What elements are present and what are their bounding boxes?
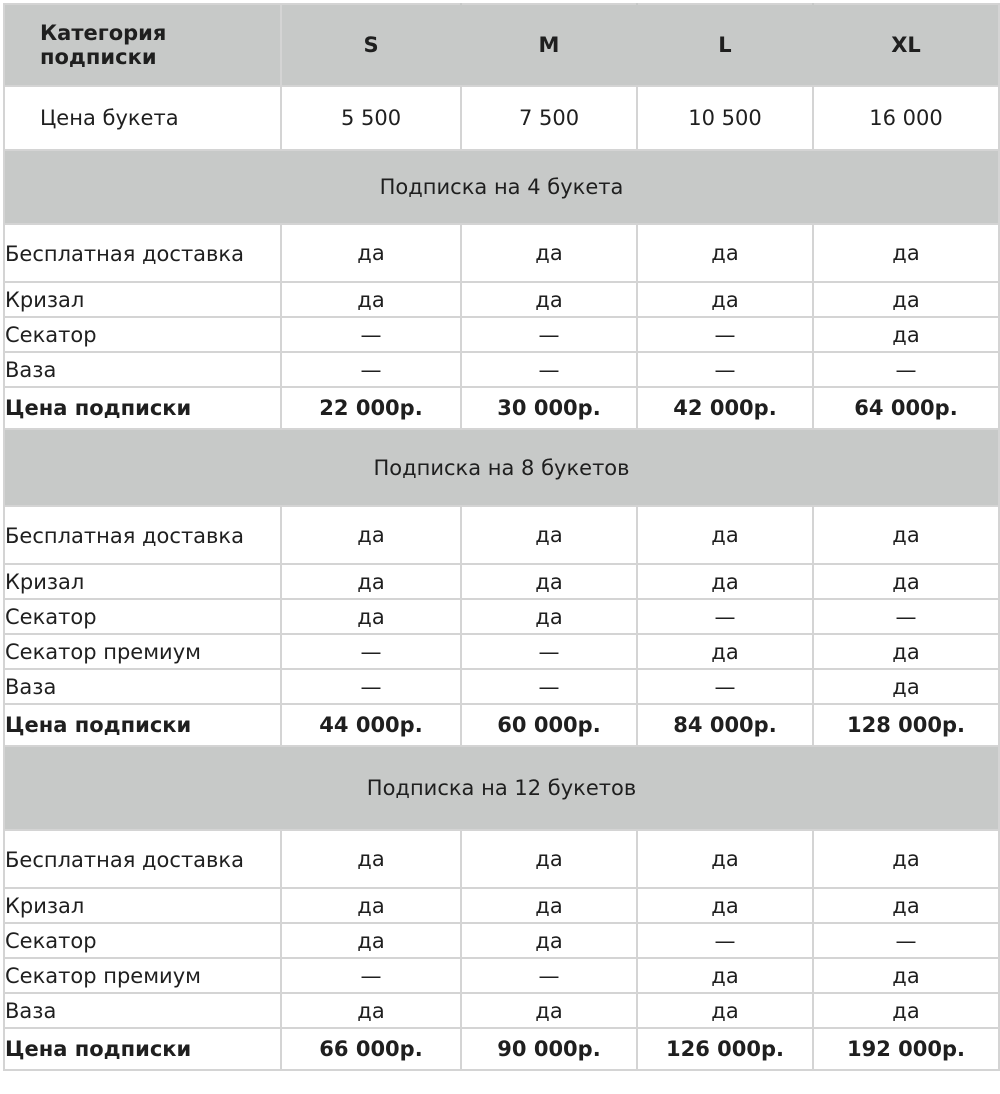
feature-value: да xyxy=(637,282,813,317)
subscription-pricing-table xyxy=(3,3,1000,1071)
bouquet-price-xl: 16 000 xyxy=(813,86,999,150)
feature-value: — xyxy=(813,352,999,387)
feature-value: да xyxy=(637,830,813,888)
size-header-l: L xyxy=(637,4,813,86)
feature-value: да xyxy=(813,958,999,993)
subscription-total-row xyxy=(4,704,999,746)
feature-value: да xyxy=(461,888,637,923)
feature-value: да xyxy=(637,506,813,564)
feature-value: да xyxy=(637,224,813,282)
feature-label: Секатор премиум xyxy=(4,634,281,669)
total-value: 84 000р. xyxy=(637,704,813,746)
feature-value: — xyxy=(813,599,999,634)
feature-label: Секатор xyxy=(4,317,281,352)
feature-value: да xyxy=(813,506,999,564)
table-row xyxy=(4,599,999,634)
feature-label: Кризал xyxy=(4,888,281,923)
feature-value: — xyxy=(281,317,461,352)
feature-value: — xyxy=(637,599,813,634)
feature-value: да xyxy=(281,564,461,599)
feature-value: да xyxy=(461,993,637,1028)
total-value: 192 000р. xyxy=(813,1028,999,1070)
table-row xyxy=(4,317,999,352)
feature-value: да xyxy=(637,634,813,669)
table-row xyxy=(4,958,999,993)
feature-value: — xyxy=(281,634,461,669)
feature-value: да xyxy=(461,923,637,958)
feature-value: да xyxy=(637,993,813,1028)
feature-value: да xyxy=(281,506,461,564)
feature-value: — xyxy=(281,669,461,704)
feature-value: — xyxy=(637,669,813,704)
feature-value: — xyxy=(281,958,461,993)
feature-value: да xyxy=(637,958,813,993)
feature-value: да xyxy=(813,317,999,352)
feature-value: да xyxy=(813,669,999,704)
section-header-4-bouquets xyxy=(4,150,999,224)
feature-value: — xyxy=(637,923,813,958)
feature-label: Кризал xyxy=(4,564,281,599)
subscription-total-row xyxy=(4,387,999,429)
feature-value: да xyxy=(813,224,999,282)
section-title: Подписка на 8 букетов xyxy=(4,429,999,506)
feature-value: — xyxy=(813,923,999,958)
total-value: 44 000р. xyxy=(281,704,461,746)
feature-label: Бесплатная доставка xyxy=(4,506,281,564)
feature-value: да xyxy=(813,830,999,888)
total-value: 126 000р. xyxy=(637,1028,813,1070)
size-header-m: M xyxy=(461,4,637,86)
section-title: Подписка на 12 букетов xyxy=(4,746,999,830)
feature-label: Ваза xyxy=(4,993,281,1028)
bouquet-price-l: 10 500 xyxy=(637,86,813,150)
total-value: 64 000р. xyxy=(813,387,999,429)
feature-value: да xyxy=(281,888,461,923)
feature-value: — xyxy=(461,958,637,993)
feature-label: Бесплатная доставка xyxy=(4,830,281,888)
feature-value: да xyxy=(813,564,999,599)
section-title: Подписка на 4 букета xyxy=(4,150,999,224)
feature-value: да xyxy=(461,506,637,564)
feature-value: да xyxy=(637,888,813,923)
feature-value: да xyxy=(813,993,999,1028)
table-header-row xyxy=(4,4,999,86)
table-row xyxy=(4,669,999,704)
bouquet-price-s: 5 500 xyxy=(281,86,461,150)
total-value: 90 000р. xyxy=(461,1028,637,1070)
table-row xyxy=(4,564,999,599)
table-row xyxy=(4,888,999,923)
feature-label: Кризал xyxy=(4,282,281,317)
feature-label: Ваза xyxy=(4,352,281,387)
table-row xyxy=(4,923,999,958)
bouquet-price-row xyxy=(4,86,999,150)
table-row xyxy=(4,993,999,1028)
table-row xyxy=(4,634,999,669)
category-header: Категория подписки xyxy=(4,4,281,86)
total-value: 42 000р. xyxy=(637,387,813,429)
table-row xyxy=(4,224,999,282)
bouquet-price-m: 7 500 xyxy=(461,86,637,150)
feature-value: да xyxy=(281,282,461,317)
feature-value: — xyxy=(461,634,637,669)
feature-label: Секатор xyxy=(4,599,281,634)
feature-value: да xyxy=(813,888,999,923)
feature-value: да xyxy=(461,282,637,317)
total-value: 60 000р. xyxy=(461,704,637,746)
table-row xyxy=(4,830,999,888)
feature-label: Секатор xyxy=(4,923,281,958)
feature-label: Секатор премиум xyxy=(4,958,281,993)
feature-value: да xyxy=(461,564,637,599)
size-header-xl: XL xyxy=(813,4,999,86)
section-header-12-bouquets xyxy=(4,746,999,830)
feature-value: — xyxy=(281,352,461,387)
bouquet-price-label: Цена букета xyxy=(4,86,281,150)
feature-value: да xyxy=(813,282,999,317)
section-header-8-bouquets xyxy=(4,429,999,506)
feature-value: — xyxy=(461,352,637,387)
table-row xyxy=(4,352,999,387)
table-row xyxy=(4,506,999,564)
feature-value: — xyxy=(637,352,813,387)
feature-value: да xyxy=(281,923,461,958)
feature-value: да xyxy=(281,830,461,888)
feature-label: Ваза xyxy=(4,669,281,704)
subscription-total-row xyxy=(4,1028,999,1070)
feature-value: да xyxy=(813,634,999,669)
table-row xyxy=(4,282,999,317)
feature-value: — xyxy=(461,317,637,352)
feature-value: да xyxy=(281,993,461,1028)
feature-value: да xyxy=(461,830,637,888)
feature-value: да xyxy=(461,599,637,634)
feature-label: Бесплатная доставка xyxy=(4,224,281,282)
feature-value: — xyxy=(461,669,637,704)
total-label: Цена подписки xyxy=(4,387,281,429)
total-value: 22 000р. xyxy=(281,387,461,429)
feature-value: — xyxy=(637,317,813,352)
total-value: 66 000р. xyxy=(281,1028,461,1070)
total-label: Цена подписки xyxy=(4,1028,281,1070)
total-label: Цена подписки xyxy=(4,704,281,746)
feature-value: да xyxy=(637,564,813,599)
total-value: 30 000р. xyxy=(461,387,637,429)
feature-value: да xyxy=(281,224,461,282)
size-header-s: S xyxy=(281,4,461,86)
feature-value: да xyxy=(461,224,637,282)
feature-value: да xyxy=(281,599,461,634)
total-value: 128 000р. xyxy=(813,704,999,746)
